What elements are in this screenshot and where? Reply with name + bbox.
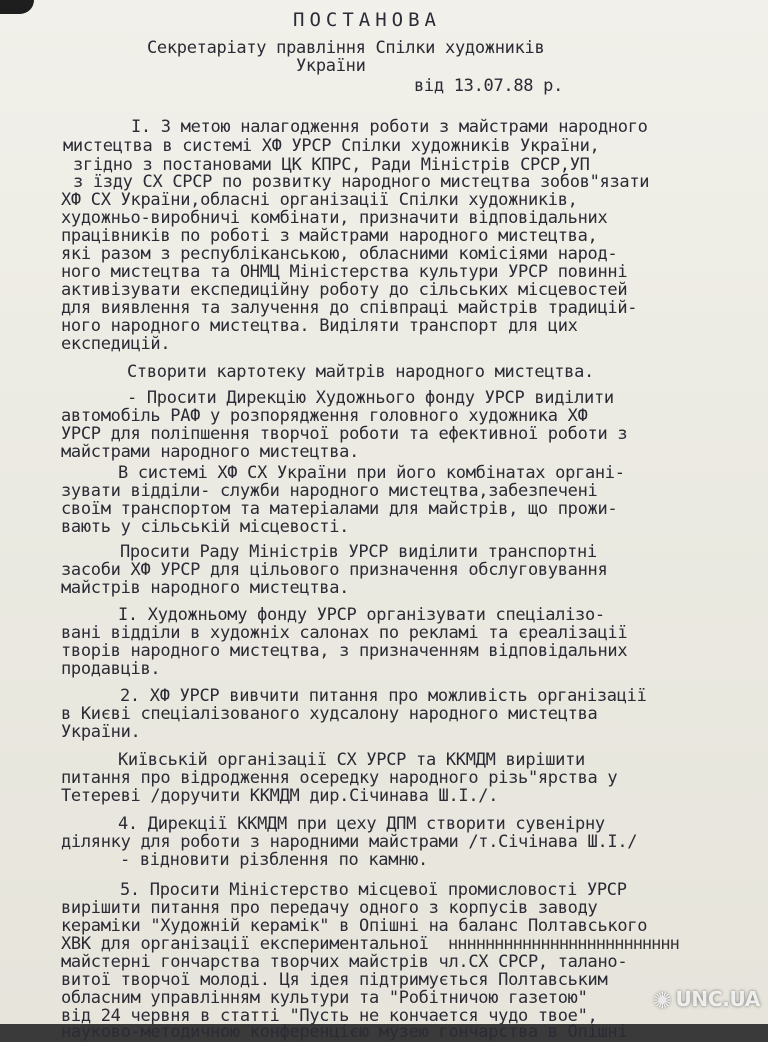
body-line: активізувати експедиційну роботу до сільських місцевостей	[61, 280, 628, 300]
body-line: науково-методичною конференцією музею гончарства в Опішні	[61, 1022, 628, 1042]
body-line: вирішити питання про передачу одного з корпусів заводу	[61, 898, 598, 918]
body-line: І. Художньому фонду УРСР організувати спеціалізо-	[118, 605, 605, 625]
body-line: В системі ХФ СХ України при його комбінатах органі-	[118, 463, 625, 483]
body-line: засоби ХФ УРСР для цільового призначення обслуговування	[61, 560, 608, 580]
body-line: І. З метою налагодження роботи з майстрами народного	[131, 117, 648, 137]
body-line: обласним управлінням культури та "Робітничою газетою"	[61, 988, 588, 1008]
body-line: ділянку для роботи з народними майстрами /т.Січінава Ш.І./	[61, 832, 638, 852]
body-line: вають у сільській місцевості.	[61, 517, 350, 537]
document-date: від 13.07.88 р.	[414, 76, 564, 96]
body-line: які разом з республіканською, обласними комісіями народ-	[61, 244, 618, 264]
body-line: 4. Дирекції ККМДМ при цеху ДПМ створити сувенірну	[118, 814, 605, 834]
body-line: 2. ХФ УРСР вивчити питання про можливість організації	[120, 686, 647, 706]
body-line: 5. Просити Міністерство місцевої промисловості УРСР	[120, 880, 627, 900]
body-line: автомобіль РАФ у розпорядження головного художника ХФ	[61, 406, 588, 426]
body-line: ного мистецтва та ОНМЦ Міністерства культури УРСР повинні	[61, 262, 628, 282]
document-header-line-1: Секретаріату правління Спілки художників	[147, 38, 545, 58]
body-line: Тетереві /доручити ККМДМ дир.Січинава Ш.І./.	[61, 786, 499, 806]
body-line: ХВК для організації експериментальної	[61, 934, 429, 954]
body-line: України.	[61, 722, 141, 742]
body-line: УРСР для поліпшення творчої роботи та ефективної роботи з	[61, 424, 628, 444]
body-line: вані відділи в художніх салонах по рекламі та єреалізації	[61, 623, 628, 643]
body-line: ХФ СХ України,обласні організації Спілки художників,	[61, 190, 578, 210]
body-line: експедицій.	[61, 334, 171, 354]
body-line: майстрами народного мистецтва.	[61, 442, 360, 462]
body-line: в Києві спеціалізованого худсалону народного мистецтва	[61, 704, 598, 724]
body-line: майстерні гончарства творчих майстрів чл.СХ СРСР, талано-	[61, 952, 628, 972]
body-line: Створити картотеку майтрів народного мистецтва.	[127, 362, 594, 382]
body-line: - відновити різблення по камню.	[120, 850, 428, 870]
body-line: Київській організації СХ УРСР та ККМДМ вирішити	[118, 750, 585, 770]
body-line: з їзду СХ СРСР по розвитку народного мистецтва зобов"язати	[73, 172, 650, 192]
body-line: мистецтва в системі ХФ УРСР Спілки художників України,	[63, 136, 600, 156]
body-line: ного народного мистецтва. Виділяти транспорт для цих	[61, 316, 578, 336]
body-line: кераміки "Художній керамік" в Опішні на баланс Полтавського	[61, 916, 648, 936]
document-header-line-2: України	[296, 56, 366, 76]
body-line: художньо-виробничі комбінати, призначити відповідальних	[61, 208, 608, 228]
watermark-text: UNC.UA	[675, 987, 760, 1011]
body-line: від 24 червня в статті "Пусть не кончается чудо твое",	[61, 1006, 598, 1026]
body-line: продавців.	[61, 659, 161, 679]
body-line: своїм транспортом та матеріалами для майстрів, що прожи-	[61, 499, 618, 519]
body-line: зувати відділи- служби народного мистецтва,забезпечені	[61, 481, 598, 501]
body-line: творів народного мистецтва, з призначенням відповідальних	[61, 641, 628, 661]
body-line: майстрів народного мистецтва.	[61, 578, 350, 598]
overstruck-text: ннннннннннннннннннннннннн	[448, 934, 679, 954]
star-burst-icon: ✺	[653, 989, 672, 1014]
body-line: працівників по роботі з майстрами народного мистецтва,	[61, 226, 598, 246]
document-title: ПОСТАНОВА	[293, 9, 441, 31]
body-line: - Просити Дирекцію Художнього фонду УРСР виділити	[127, 388, 614, 408]
body-line: витої творчої молоді. Ця ідея підтримується Полтавським	[61, 970, 608, 990]
body-line: згідно з постановами ЦК КПРС, Ради Міністрів СРСР,УП	[73, 155, 590, 175]
watermark-logo	[653, 987, 760, 1014]
body-line: питання про відродження осередку народного різь"ярства у	[61, 768, 618, 788]
body-line: Просити Раду Міністрів УРСР виділити транспортні	[120, 542, 597, 562]
body-line: для виявлення та залучення до співпраці майстрів традицій-	[61, 298, 638, 318]
